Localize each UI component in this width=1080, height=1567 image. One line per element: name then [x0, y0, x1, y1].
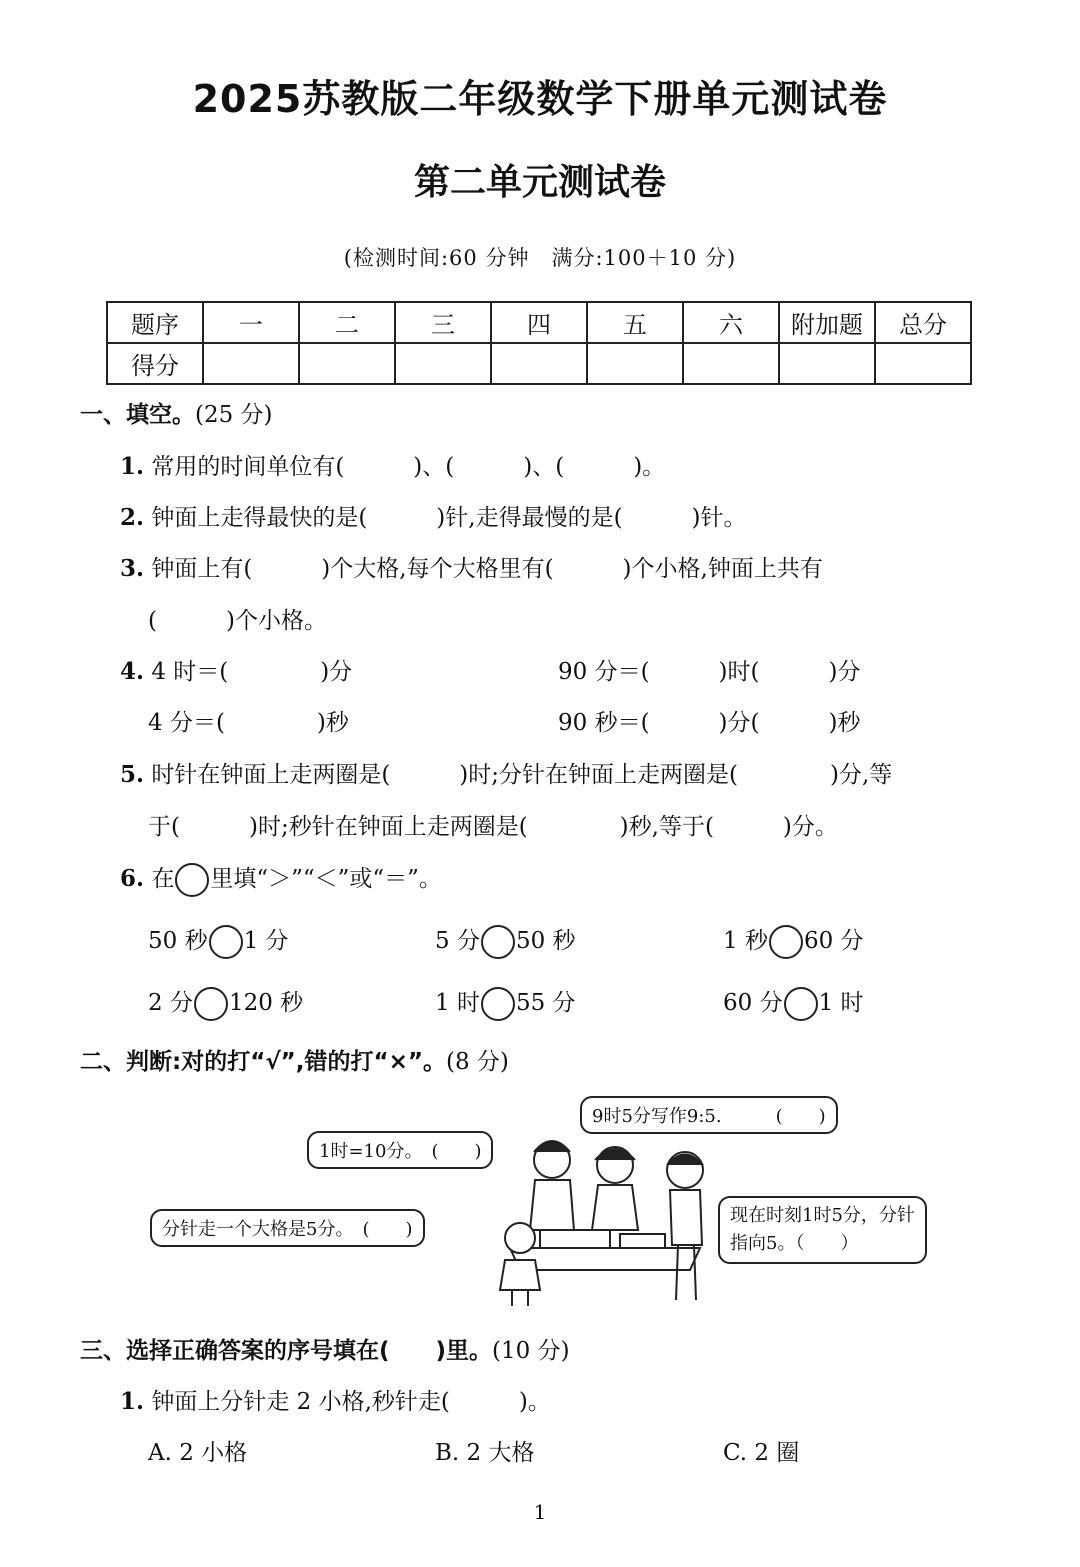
- score-value-row: [107, 343, 971, 384]
- compare-item: [723, 984, 864, 1021]
- small-girl-head: [505, 1223, 535, 1253]
- children-illustration: [490, 1130, 720, 1310]
- girl-hair: [595, 1149, 635, 1160]
- bubble-line: 指向5。（ ）: [730, 1233, 859, 1254]
- question-3-1: [120, 1383, 551, 1416]
- compare-left: 2 分: [148, 990, 193, 1016]
- score-header-cell: 六: [683, 302, 779, 343]
- unit-subtitle: 第二单元测试卷: [413, 162, 666, 203]
- question-1-3: [120, 550, 823, 583]
- compare-right: 60 分: [803, 928, 864, 954]
- score-header-cell: 二: [299, 302, 395, 343]
- small-girl-dress: [500, 1260, 540, 1290]
- question-number: 5.: [120, 761, 145, 788]
- speech-bubble: 9时5分写作9:5. ( ): [580, 1096, 838, 1134]
- option-c[interactable]: C. 2 圈: [723, 1440, 800, 1466]
- question-number: 1.: [120, 453, 145, 480]
- section3-heading: [80, 1332, 570, 1365]
- speech-bubble: 1时=10分。 ( ): [307, 1131, 493, 1169]
- compare-left: 5 分: [435, 928, 480, 954]
- girl-body: [592, 1185, 638, 1230]
- question-1-4-b: 90 分＝( )时( )分: [558, 659, 861, 685]
- compare-left: 60 分: [723, 990, 783, 1016]
- option-b[interactable]: B. 2 大格: [435, 1440, 535, 1466]
- score-table: [106, 301, 972, 385]
- question-text: 常用的时间单位有( )、( )、( )。: [151, 454, 666, 480]
- question-1-4: [120, 653, 352, 686]
- score-cell[interactable]: [299, 343, 395, 384]
- boy2-body: [670, 1190, 702, 1245]
- section2-title: 二、判断:对的打“√”,错的打“×”。: [80, 1049, 447, 1075]
- option-a[interactable]: A. 2 小格: [148, 1440, 248, 1466]
- question-1-1: [120, 448, 665, 481]
- compare-circle[interactable]: [209, 925, 243, 959]
- question-text: 钟面上有( )个大格,每个大格里有( )个小格,钟面上共有: [151, 556, 823, 582]
- score-header-cell: 一: [203, 302, 299, 343]
- compare-circle[interactable]: [481, 987, 515, 1021]
- score-header-cell: 四: [491, 302, 587, 343]
- question-1-6: [120, 860, 442, 897]
- score-header-row: [107, 302, 971, 343]
- question-text: 里填“＞”“＜”或“＝”。: [210, 866, 442, 892]
- question-number: 4.: [120, 658, 145, 685]
- score-cell[interactable]: [491, 343, 587, 384]
- score-cell[interactable]: [779, 343, 875, 384]
- score-cell[interactable]: [683, 343, 779, 384]
- compare-item: [723, 922, 864, 959]
- compare-circle[interactable]: [194, 987, 228, 1021]
- score-header-cell: 总分: [875, 302, 971, 343]
- score-header-cell: 附加题: [779, 302, 875, 343]
- question-text: 钟面上分针走 2 小格,秒针走( )。: [151, 1389, 551, 1415]
- question-number: 2.: [120, 504, 145, 531]
- question-1-5-cont: 于( )时;秒针在钟面上走两圈是( )秒,等于( )分。: [148, 814, 838, 840]
- score-header-cell: 五: [587, 302, 683, 343]
- score-cell[interactable]: [875, 343, 971, 384]
- boy-hair: [534, 1141, 570, 1152]
- compare-right: 1 时: [818, 990, 864, 1016]
- speech-bubble: [718, 1196, 927, 1264]
- score-header-cell: 三: [395, 302, 491, 343]
- section2-points: (8 分): [446, 1049, 509, 1075]
- score-row-label: 得分: [107, 343, 203, 384]
- compare-right: 55 分: [515, 990, 576, 1016]
- score-header-cell: 题序: [107, 302, 203, 343]
- question-1-5: [120, 756, 892, 789]
- compare-left: 1 时: [435, 990, 480, 1016]
- compare-circle: [175, 863, 209, 897]
- compare-left: 1 秒: [723, 928, 768, 954]
- compare-circle[interactable]: [481, 925, 515, 959]
- question-1-4-c: 4 分＝( )秒: [148, 710, 349, 736]
- question-text: 在: [151, 866, 175, 892]
- section3-title: 三、选择正确答案的序号填在( )里。: [80, 1338, 493, 1364]
- section3-points: (10 分): [492, 1338, 570, 1364]
- score-cell[interactable]: [587, 343, 683, 384]
- score-cell[interactable]: [203, 343, 299, 384]
- section1-title: 一、填空。: [80, 402, 195, 428]
- question-1-2: [120, 499, 747, 532]
- compare-right: 120 秒: [228, 990, 304, 1016]
- speech-bubble: 分针走一个大格是5分。 ( ): [150, 1209, 425, 1247]
- open-book: [540, 1230, 610, 1248]
- exam-title: 2025苏教版二年级数学下册单元测试卷: [192, 77, 888, 121]
- question-text: 4 时＝( )分: [151, 659, 353, 685]
- compare-right: 1 分: [243, 928, 289, 954]
- question-text: 时针在钟面上走两圈是( )时;分针在钟面上走两圈是( )分,等: [151, 762, 893, 788]
- compare-item: [148, 984, 303, 1021]
- bubble-line: 现在时刻1时5分，分针: [730, 1205, 915, 1226]
- compare-item: [435, 922, 576, 959]
- boy-body: [530, 1180, 574, 1230]
- exam-meta: (检测时间:60 分钟 满分:100＋10 分): [343, 246, 737, 270]
- question-1-3-cont: ( )个小格。: [148, 608, 327, 634]
- score-cell[interactable]: [395, 343, 491, 384]
- section2-heading: [80, 1043, 509, 1076]
- question-text: 钟面上走得最快的是( )针,走得最慢的是( )针。: [151, 505, 747, 531]
- question-1-4-d: 90 秒＝( )分( )秒: [558, 710, 861, 736]
- compare-circle[interactable]: [769, 925, 803, 959]
- compare-circle[interactable]: [784, 987, 818, 1021]
- question-number: 1.: [120, 1388, 145, 1415]
- question-number: 3.: [120, 555, 145, 582]
- closed-book: [620, 1234, 665, 1248]
- section1-points: (25 分): [195, 402, 273, 428]
- table-shape: [510, 1248, 700, 1270]
- section1-heading: [80, 396, 273, 429]
- compare-item: [435, 984, 576, 1021]
- compare-right: 50 秒: [515, 928, 576, 954]
- question-number: 6.: [120, 865, 145, 892]
- page-number: 1: [533, 1500, 547, 1524]
- compare-left: 50 秒: [148, 928, 208, 954]
- compare-item: [148, 922, 289, 959]
